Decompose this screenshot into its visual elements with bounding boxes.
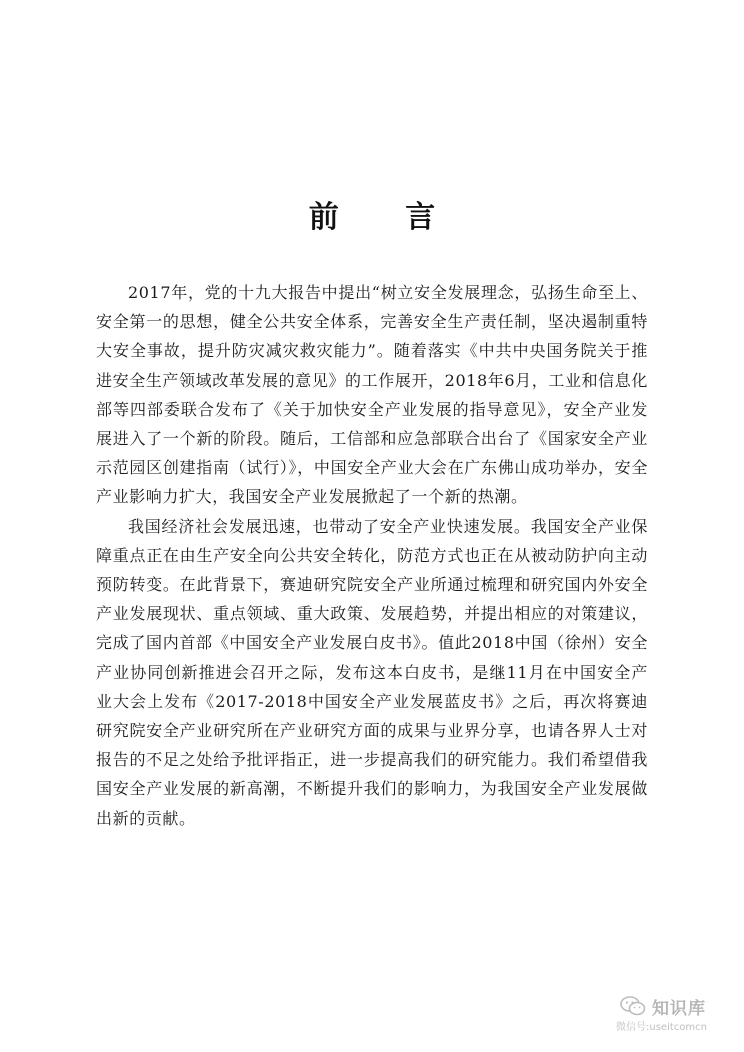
watermark bbox=[614, 994, 734, 1032]
watermark-brand: 知识库 bbox=[652, 999, 706, 1019]
wechat-icon bbox=[620, 996, 646, 1016]
page-title: 前 言 bbox=[308, 200, 464, 235]
paragraph-1: 2017年，党的十九大报告中提出“树立安全发展理念，弘扬生命至上、安全第一的思想，健全公共安全体系，完善安全生产责任制，坚决遏制重特大安全事故，提升防灾减灾救灾能力”。随着落实《中共中央国务院关于推进安全生产领域改革发展的意见》的工作展开，2018年6月，工业和信息化部等四部委联合发布了《关于加快安全产业发展的指导意见》，安全产业发展进入了一个新的阶段。随后，工信部和应急部联合出台了《国家安全产业示范园区创建指南（试行）》，中国安全产业大会在广东佛山成功举办，安全产业影响力扩大，我国安全产业发展掀起了一个新的热潮。 bbox=[96, 283, 648, 507]
paragraph-2: 我国经济社会发展迅速，也带动了安全产业快速发展。我国安全产业保障重点正在由生产安全向公共安全转化，防范方式也正在从被动防护向主动预防转变。在此背景下，赛迪研究院安全产业所通过梳理和研究国内外安全产业发展现状、重点领域、重大政策、发展趋势，并提出相应的对策建议，完成了国内首部《中国安全产业发展白皮书》。值此2018中国（徐州）安全产业协同创新推进会召开之际，发布这本白皮书，是继11月在中国安全产业大会上发布《2017-2018中国安全产业发展蓝皮书》之后，再次将赛迪研究院安全产业研究所在产业研究方面的成果与业界分享，也请各界人士对报告的不足之处给予批评指正，进一步提高我们的研究能力。我们希望借我国安全产业发展的新高潮，不断提升我们的影响力，为我国安全产业发展做出新的贡献。 bbox=[96, 516, 648, 828]
preface-body bbox=[96, 278, 648, 833]
watermark-account: 微信号:useitcomcn bbox=[616, 1022, 707, 1033]
